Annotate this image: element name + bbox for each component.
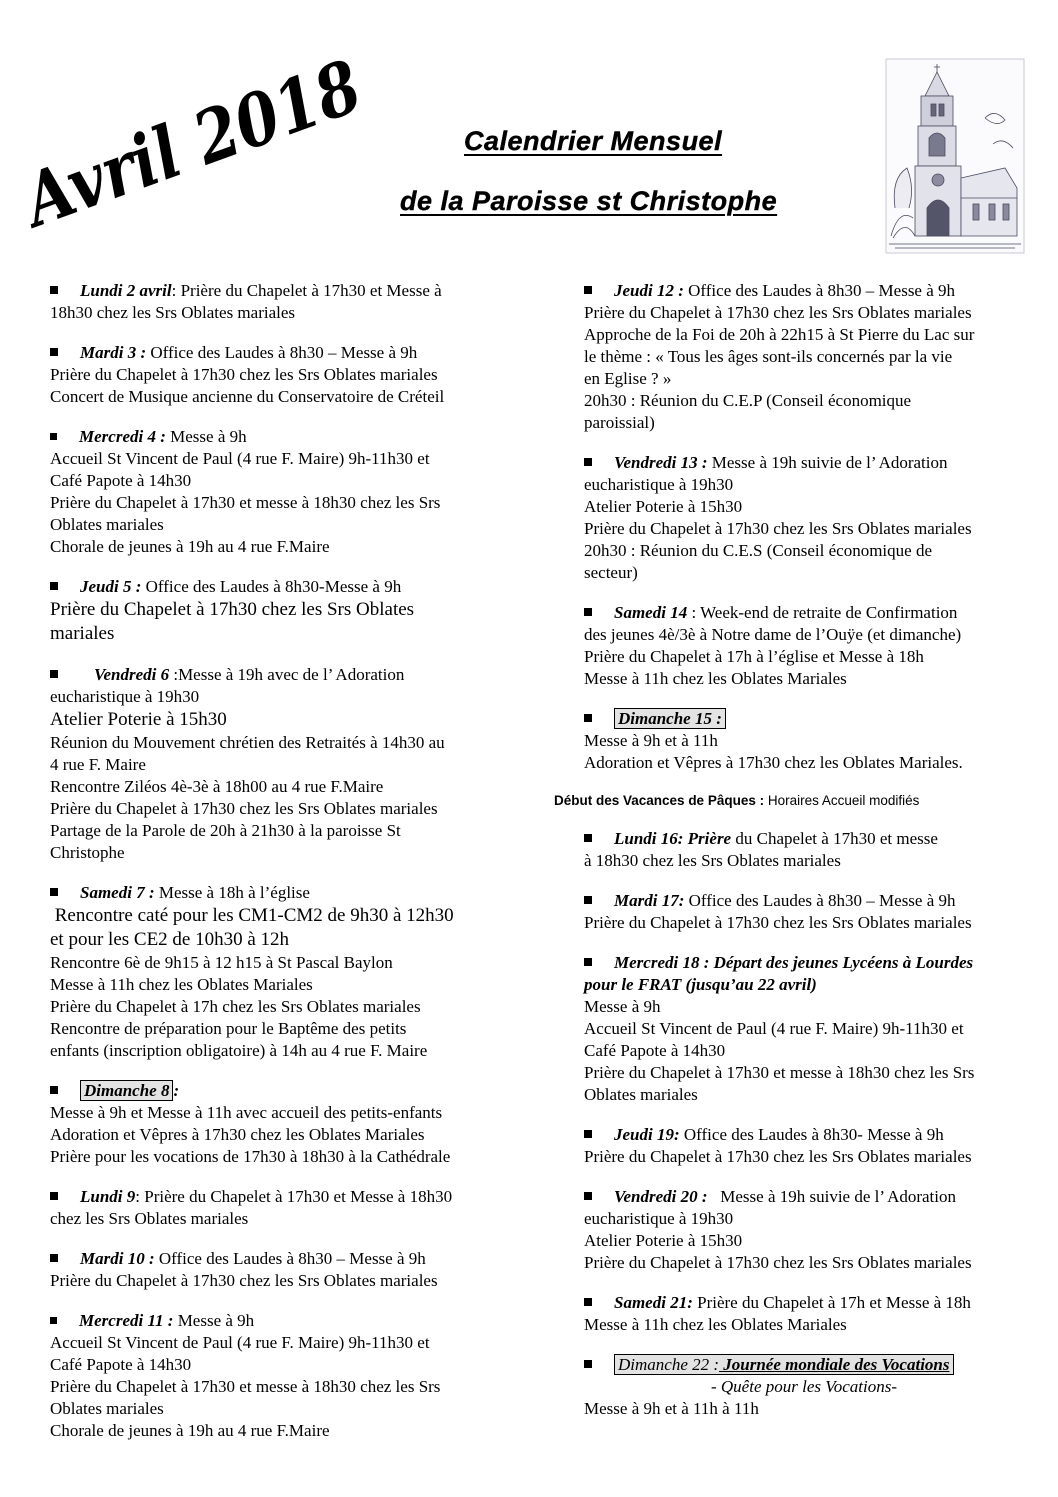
bullet-icon	[50, 348, 58, 356]
bullet-icon	[50, 1254, 58, 1262]
event-vendredi-6: Vendredi 6 :Messe à 19h avec de l’ Adoration eucharistique à 19h30 Atelier Poterie à 15h30 Réunion du Mouvement chrétien des Retraités à 14h30 au 4 rue F. Maire Rencontre Ziléos 4è-3è à 18h00 au 4 rue F.Maire Prière du Chapelet à 17h30 chez les Srs Oblates mariales Partage de la Parole de 20h à 21h30 à la paroisse St Christophe	[50, 665, 445, 862]
event-mercredi-18: Mercredi 18 : Départ des jeunes Lycéens à Lourdes pour le FRAT (jusqu’au 22 avril) Messe à 9h Accueil St Vincent de Paul (4 rue F. Maire) 9h-11h30 et Café Papote à 14h30 Prière du Chapelet à 17h30 et messe à 18h30 chez les Srs Oblates mariales	[584, 953, 975, 1104]
event-lundi-9: Lundi 9: Prière du Chapelet à 17h30 et Messe à 18h30 chez les Srs Oblates mariales	[50, 1187, 453, 1228]
event-day: Mercredi 4 :	[79, 427, 166, 446]
event-vendredi-20: Vendredi 20 : Messe à 19h suivie de l’ Adoration eucharistique à 19h30 Atelier Poterie à 15h30 Prière du Chapelet à 17h30 chez les Srs Oblates mariales	[584, 1187, 972, 1272]
bullet-icon	[50, 1317, 57, 1324]
bullet-icon	[584, 458, 592, 466]
event-day: Lundi 9	[80, 1187, 136, 1206]
bullet-icon	[584, 1192, 592, 1200]
event-day: Samedi 21:	[614, 1293, 693, 1312]
event-day: Vendredi 13 :	[614, 453, 708, 472]
bullet-icon	[50, 1086, 58, 1094]
bullet-icon	[50, 286, 58, 294]
event-vendredi-13: Vendredi 13 : Messe à 19h suivie de l’ Adoration eucharistique à 19h30 Atelier Poterie à 15h30 Prière du Chapelet à 17h30 chez les Srs Oblates mariales 20h30 : Réunion du C.E.S (Conseil économique de secteur)	[584, 453, 972, 582]
event-day: Mardi 3 :	[80, 343, 147, 362]
event-day: Samedi 14	[614, 603, 688, 622]
bullet-icon	[50, 1192, 58, 1200]
bullet-icon	[50, 433, 57, 440]
event-dimanche-8: Dimanche 8 : Messe à 9h et Messe à 11h avec accueil des petits-enfants Adoration et Vêpres à 17h30 chez les Oblates Mariales Prière pour les vocations de 17h30 à 18h30 à la Cathédrale	[50, 1081, 451, 1166]
left-column	[50, 280, 508, 1460]
bullet-icon	[584, 1298, 592, 1306]
event-day: Mercredi 11 :	[79, 1311, 174, 1330]
right-column	[554, 280, 1024, 1438]
vacation-notice: Début des Vacances de Pâques : Horaires Accueil modifiés	[554, 793, 920, 808]
church-drawing-icon	[885, 58, 1025, 254]
event-day: Vendredi 20 :	[614, 1187, 708, 1206]
event-mercredi-11: Mercredi 11 : Messe à 9h Accueil St Vincent de Paul (4 rue F. Maire) 9h-11h30 et Café Papote à 14h30 Prière du Chapelet à 17h30 et messe à 18h30 chez les Srs Oblates mariales Chorale de jeunes à 19h au 4 rue F.Maire	[50, 1311, 441, 1440]
bullet-icon	[584, 286, 592, 294]
event-day: Samedi 7 :	[80, 883, 155, 902]
bullet-icon	[584, 1360, 592, 1368]
bullet-icon	[50, 670, 58, 678]
month-title	[0, 0, 372, 260]
event-day: Lundi 2 avril	[80, 281, 172, 300]
event-jeudi-5: Jeudi 5 : Office des Laudes à 8h30-Messe à 9h Prière du Chapelet à 17h30 chez les Srs Oblates mariales	[50, 577, 415, 644]
bullet-icon	[584, 958, 592, 966]
bullet-icon	[50, 888, 58, 896]
event-day-boxed: Dimanche 8	[80, 1080, 173, 1101]
event-day: Mercredi 18 : Départ des jeunes Lycéens à Lourdes	[614, 953, 974, 972]
bullet-icon	[584, 608, 592, 616]
parish-title: de la Paroisse st Christophe	[400, 186, 778, 216]
event-day-boxed: Dimanche 15 :	[614, 708, 726, 729]
bullet-icon	[584, 714, 592, 722]
event-day: Vendredi 6	[94, 665, 170, 684]
bullet-icon	[584, 834, 592, 842]
event-lundi-2: Lundi 2 avril: Prière du Chapelet à 17h30 et Messe à 18h30 chez les Srs Oblates mariales	[50, 281, 442, 322]
event-day: Jeudi 19:	[614, 1125, 680, 1144]
event-mardi-17: Mardi 17: Office des Laudes à 8h30 – Messe à 9h Prière du Chapelet à 17h30 chez les Srs Oblates mariales	[584, 891, 972, 932]
event-mardi-3: Mardi 3 : Office des Laudes à 8h30 – Messe à 9h Prière du Chapelet à 17h30 chez les Srs Oblates mariales Concert de Musique ancienne du Conservatoire de Créteil	[50, 343, 445, 406]
event-mardi-10: Mardi 10 : Office des Laudes à 8h30 – Messe à 9h Prière du Chapelet à 17h30 chez les Srs Oblates mariales	[50, 1249, 438, 1290]
month-title-text: Avril 2018	[12, 43, 372, 243]
event-day: Mardi 10 :	[80, 1249, 155, 1268]
bullet-icon	[584, 1130, 592, 1138]
event-day-boxed: Dimanche 22 : Journée mondiale des Vocations	[614, 1354, 954, 1375]
event-samedi-21: Samedi 21: Prière du Chapelet à 17h et Messe à 18h Messe à 11h chez les Oblates Mariales	[584, 1293, 971, 1334]
event-day: Jeudi 5 :	[80, 577, 142, 596]
event-samedi-7: Samedi 7 : Messe à 18h à l’église Rencontre caté pour les CM1-CM2 de 9h30 à 12h30 et pour les CE2 de 10h30 à 12h Rencontre 6è de 9h15 à 12 h15 à St Pascal Baylon Messe à 11h chez les Oblates Mariales Prière du Chapelet à 17h chez les Srs Oblates mariales Rencontre de préparation pour le Baptême des petits enfants (inscription obligatoire) à 14h au 4 rue F. Maire	[50, 883, 454, 1060]
event-day: Mardi 17:	[614, 891, 685, 910]
event-jeudi-12: Jeudi 12 : Office des Laudes à 8h30 – Messe à 9h Prière du Chapelet à 17h30 chez les Srs Oblates mariales Approche de la Foi de 20h à 22h15 à St Pierre du Lac sur le thème : « Tous les âges sont-ils concernés par la vie en Eglise ? » 20h30 : Réunion du C.E.P (Conseil économique paroissial)	[584, 281, 975, 432]
event-mercredi-4: Mercredi 4 : Messe à 9h Accueil St Vincent de Paul (4 rue F. Maire) 9h-11h30 et Café Papote à 14h30 Prière du Chapelet à 17h30 et messe à 18h30 chez les Srs Oblates mariales Chorale de jeunes à 19h au 4 rue F.Maire	[50, 427, 441, 556]
event-samedi-14: Samedi 14 : Week-end de retraite de Confirmation des jeunes 4è/3è à Notre dame de l’Ouÿe (et dimanche) Prière du Chapelet à 17h à l’église et Messe à 18h Messe à 11h chez les Oblates Mariales	[584, 603, 962, 688]
event-lundi-16: Lundi 16: Prière du Chapelet à 17h30 et messe à 18h30 chez les Srs Oblates mariales	[584, 829, 938, 870]
event-dimanche-15: Dimanche 15 : Messe à 9h et à 11h Adoration et Vêpres à 17h30 chez les Oblates Mariales.	[584, 709, 963, 772]
event-day: Lundi 16: Prière	[614, 829, 732, 848]
event-jeudi-19: Jeudi 19: Office des Laudes à 8h30- Messe à 9h Prière du Chapelet à 17h30 chez les Srs Oblates mariales	[584, 1125, 972, 1166]
calendar-title: Calendrier Mensuel	[464, 126, 723, 156]
bullet-icon	[584, 896, 592, 904]
event-day: Jeudi 12 :	[614, 281, 684, 300]
bullet-icon	[50, 582, 58, 590]
event-dimanche-22: Dimanche 22 : Journée mondiale des Vocations - Quête pour les Vocations- Messe à 9h et à 11h à 11h	[584, 1354, 1024, 1420]
